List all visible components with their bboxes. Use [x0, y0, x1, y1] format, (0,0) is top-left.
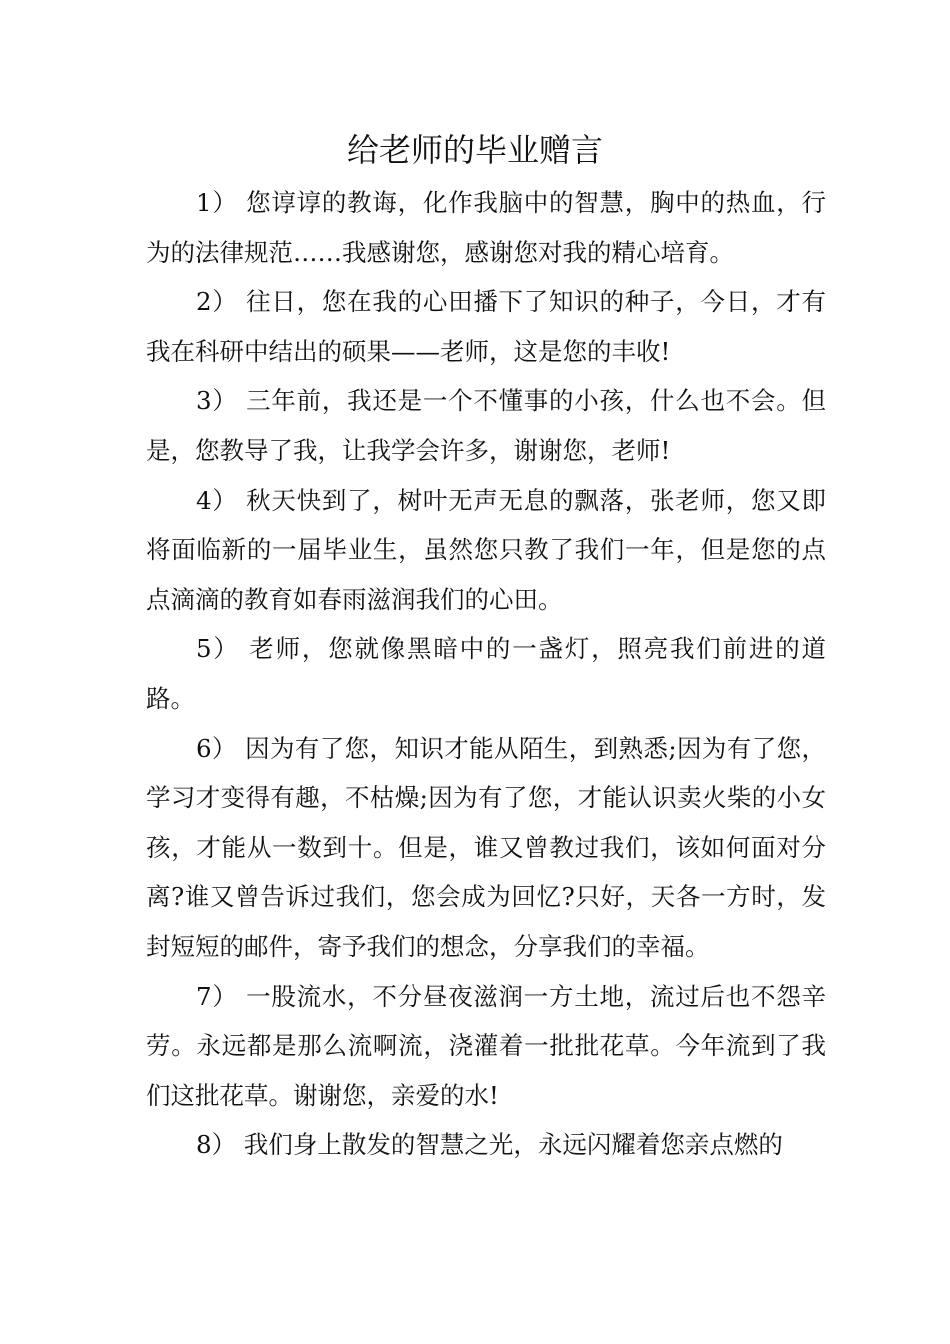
paragraph-6: 6） 因为有了您，知识才能从陌生，到熟悉;因为有了您，学习才变得有趣，不枯燥;因为有了您，才能认识卖火柴的小女孩，才能从一数到十。但是，谁又曾教过我们，该如何面对分离?谁又曾告诉过我们，您会成为回忆?只好，天各一方时，发封短短的邮件，寄予我们的想念，分享我们的幸福。: [146, 733, 826, 961]
paragraph-2: 2） 往日，您在我的心田播下了知识的种子，今日，才有我在科研中结出的硕果——老师，这是您的丰收!: [146, 287, 826, 366]
paragraph-3: 3） 三年前，我还是一个不懂事的小孩，什么也不会。但是，您教导了我，让我学会许多，谢谢您，老师!: [146, 386, 826, 465]
paragraph-8: 8） 我们身上散发的智慧之光，永远闪耀着您亲点燃的: [196, 1130, 783, 1160]
paragraph-4: 4） 秋天快到了，树叶无声无息的飘落，张老师，您又即将面临新的一届毕业生，虽然您只教了我们一年，但是您的点点滴滴的教育如春雨滋润我们的心田。: [146, 485, 826, 614]
document-body: [146, 178, 826, 1170]
paragraph-7: 7） 一股流水，不分昼夜滋润一方土地，流过后也不怨辛劳。永远都是那么流啊流，浇灌着一批批花草。今年流到了我们这批花草。谢谢您，亲爱的水!: [146, 981, 826, 1110]
paragraph-1: 1） 您谆谆的教诲，化作我脑中的智慧，胸中的热血，行为的法律规范……我感谢您，感谢您对我的精心培育。: [146, 188, 826, 267]
document-title: 给老师的毕业赠言: [346, 131, 603, 169]
paragraph-5: 5） 老师，您就像黑暗中的一盏灯，照亮我们前进的道路。: [146, 634, 826, 713]
